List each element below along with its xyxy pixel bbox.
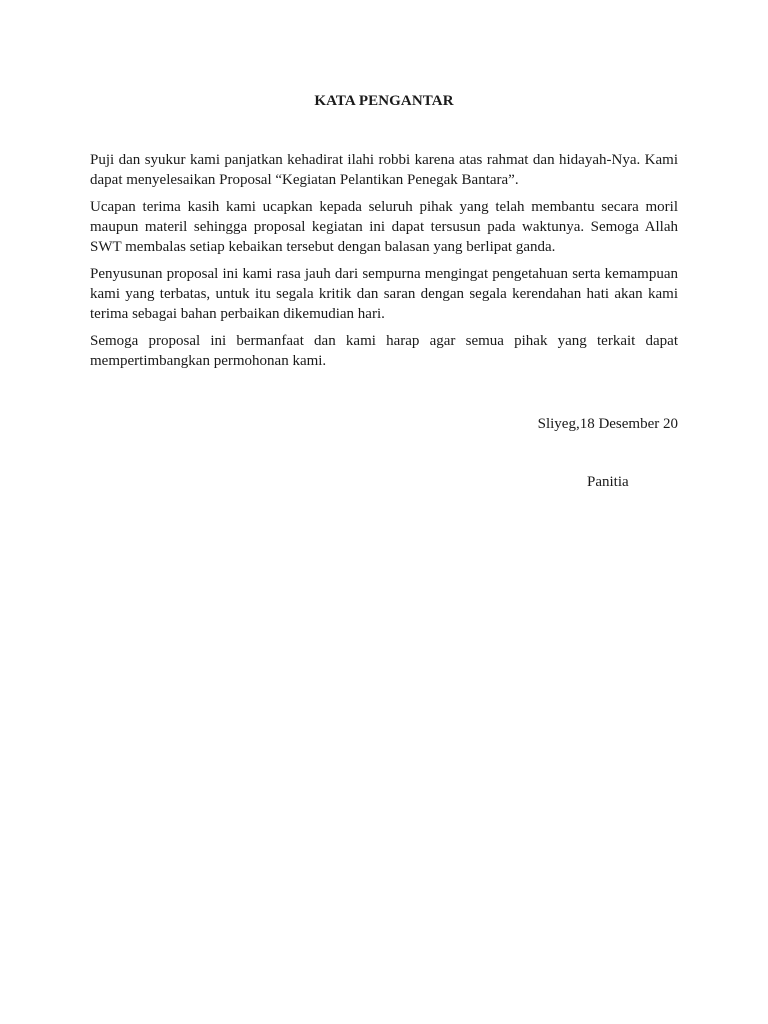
signer-label: Panitia <box>587 474 629 490</box>
paragraph-2: Ucapan terima kasih kami ucapkan kepada seluruh pihak yang telah membantu secara moril maupun materil sehingga proposal kegiatan ini dapat tersusun pada waktunya. Semoga Allah SWT membalas setiap kebaikan tersebut dengan balasan yang berlipat ganda. <box>90 199 678 255</box>
paragraph-1: Puji dan syukur kami panjatkan kehadirat ilahi robbi karena atas rahmat dan hidayah-Nya. Kami dapat menyelesaikan Proposal “Kegiatan Pelantikan Penegak Bantara”. <box>90 152 678 188</box>
place-date: Sliyeg,18 Desember 20 <box>537 416 678 432</box>
document-body <box>90 150 678 378</box>
paragraph-4: Semoga proposal ini bermanfaat dan kami harap agar semua pihak yang terkait dapat mempertimbangkan permohonan kami. <box>90 333 678 369</box>
page-title: KATA PENGANTAR <box>314 93 454 109</box>
paragraph-3: Penyusunan proposal ini kami rasa jauh dari sempurna mengingat pengetahuan serta kemampuan kami yang terbatas, untuk itu segala kritik dan saran dengan segala kerendahan hati akan kami terima sebagai bahan perbaikan dikemudian hari. <box>90 266 678 322</box>
